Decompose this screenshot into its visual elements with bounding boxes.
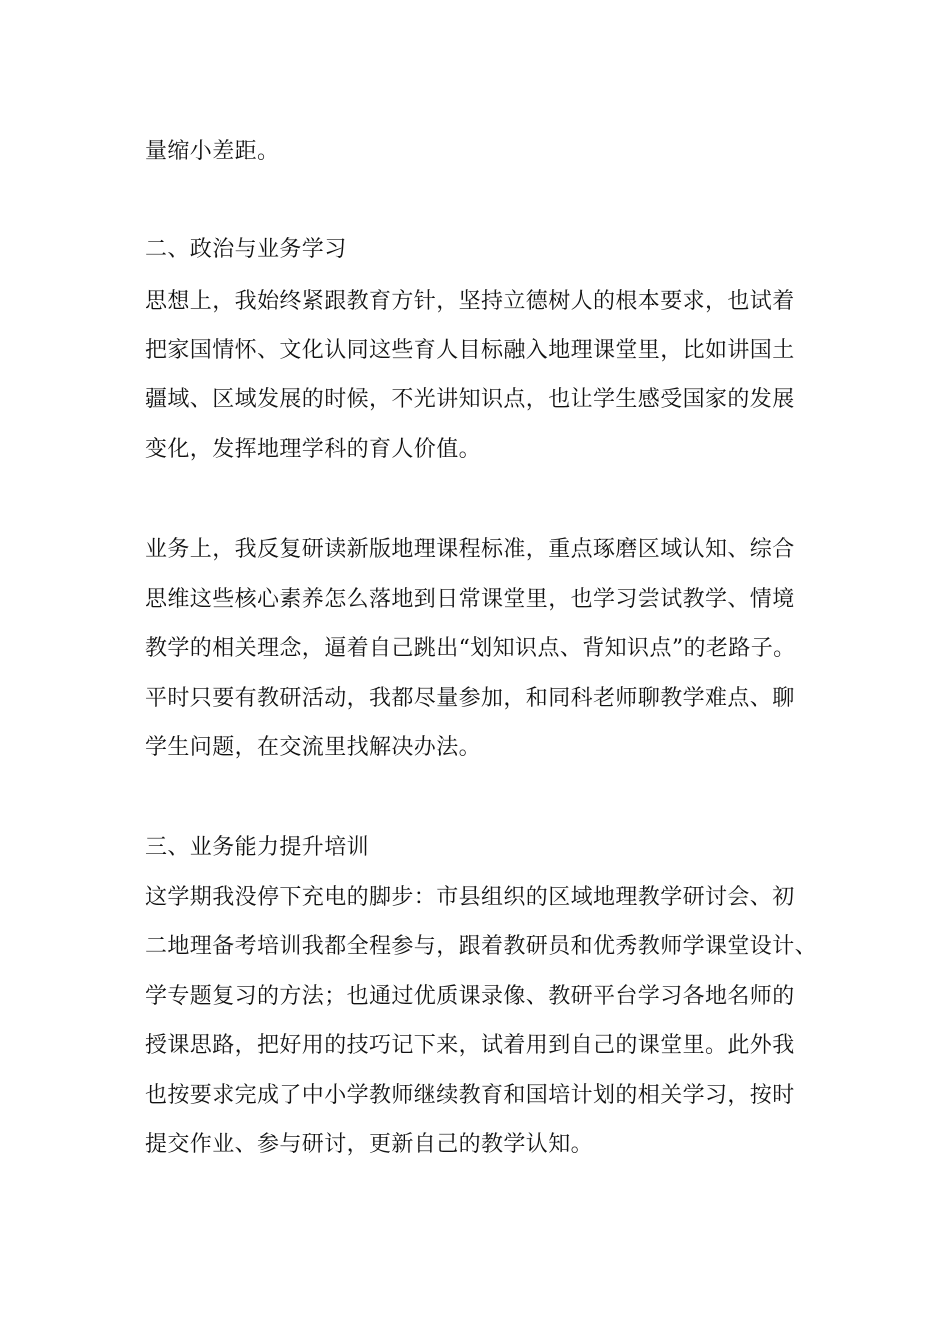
paragraph-line: 学生问题，在交流里找解决办法。: [145, 735, 482, 760]
paragraph-line: 教学的相关理念，逼着自己跳出“划知识点、背知识点”的老路子。: [145, 636, 796, 661]
section-heading: 二、政治与业务学习: [145, 237, 347, 262]
paragraph-line: 疆域、区域发展的时候，不光讲知识点，也让学生感受国家的发展: [145, 387, 795, 412]
paragraph-line: 这学期我没停下充电的脚步：市县组织的区域地理教学研讨会、初: [145, 885, 795, 910]
paragraph-line: 把家国情怀、文化认同这些育人目标融入地理课堂里，比如讲国土: [145, 338, 795, 363]
paragraph-line: 也按要求完成了中小学教师继续教育和国培计划的相关学习，按时: [145, 1083, 795, 1108]
paragraph-line: 业务上，我反复研读新版地理课程标准，重点琢磨区域认知、综合: [145, 537, 795, 562]
paragraph-line: 学专题复习的方法；也通过优质课录像、教研平台学习各地名师的: [145, 984, 795, 1009]
paragraph-line: 思维这些核心素养怎么落地到日常课堂里，也学习尝试教学、情境: [145, 587, 795, 612]
paragraph-line: 变化，发挥地理学科的育人价值。: [145, 437, 482, 462]
paragraph-line: 授课思路，把好用的技巧记下来，试着用到自己的课堂里。此外我: [145, 1033, 795, 1058]
paragraph-line: 思想上，我始终紧跟教育方针，坚持立德树人的根本要求，也试着: [145, 289, 795, 314]
paragraph-line: 二地理备考培训我都全程参与，跟着教研员和优秀教师学课堂设计、: [145, 934, 818, 959]
paragraph-line: 平时只要有教研活动，我都尽量参加，和同科老师聊教学难点、聊: [145, 686, 795, 711]
paragraph-line: 提交作业、参与研讨，更新自己的教学认知。: [145, 1132, 594, 1157]
section-heading: 三、业务能力提升培训: [145, 835, 370, 860]
paragraph-line: 量缩小差距。: [145, 139, 280, 164]
